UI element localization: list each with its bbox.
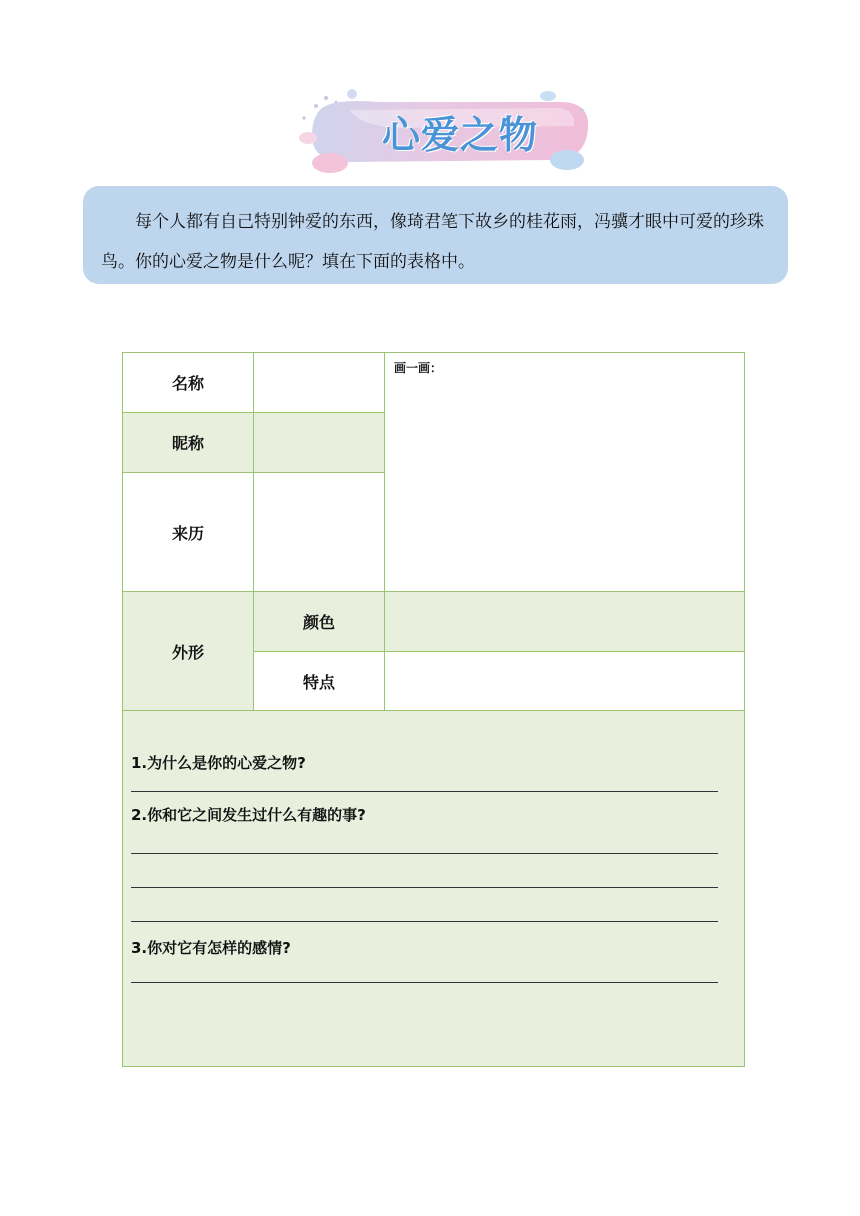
intro-text: 每个人都有自己特别钟爱的东西，像琦君笔下故乡的桂花雨，冯骥才眼中可爱的珍珠鸟。你的心爱之物是什么呢？填在下面的表格中。 <box>83 186 788 284</box>
feature-input-cell[interactable] <box>385 652 745 711</box>
origin-label: 来历 <box>123 473 254 592</box>
color-label: 颜色 <box>254 592 385 652</box>
draw-label: 画一画： <box>394 361 443 375</box>
question-3: 3.你对它有怎样的感情? <box>131 939 291 957</box>
favorite-item-form <box>122 352 745 1067</box>
name-input-cell[interactable] <box>254 353 385 413</box>
question-1: 1.为什么是你的心爱之物? <box>131 754 306 772</box>
origin-input-cell[interactable] <box>254 473 385 592</box>
question-2: 2.你和它之间发生过什么有趣的事? <box>131 806 366 824</box>
nickname-input-cell[interactable] <box>254 413 385 473</box>
page-title: 心爱之物 <box>381 113 538 157</box>
color-input-cell[interactable] <box>385 592 745 652</box>
feature-label: 特点 <box>254 652 385 711</box>
answer-line[interactable] <box>131 791 718 792</box>
answer-line[interactable] <box>131 982 718 983</box>
answer-line[interactable] <box>131 853 718 854</box>
name-label: 名称 <box>123 353 254 413</box>
draw-area[interactable] <box>385 353 745 592</box>
appearance-label: 外形 <box>123 592 254 711</box>
nickname-label: 昵称 <box>123 413 254 473</box>
answer-line[interactable] <box>131 921 718 922</box>
title-banner <box>290 88 600 178</box>
questions-area <box>123 711 745 1067</box>
answer-line[interactable] <box>131 887 718 888</box>
